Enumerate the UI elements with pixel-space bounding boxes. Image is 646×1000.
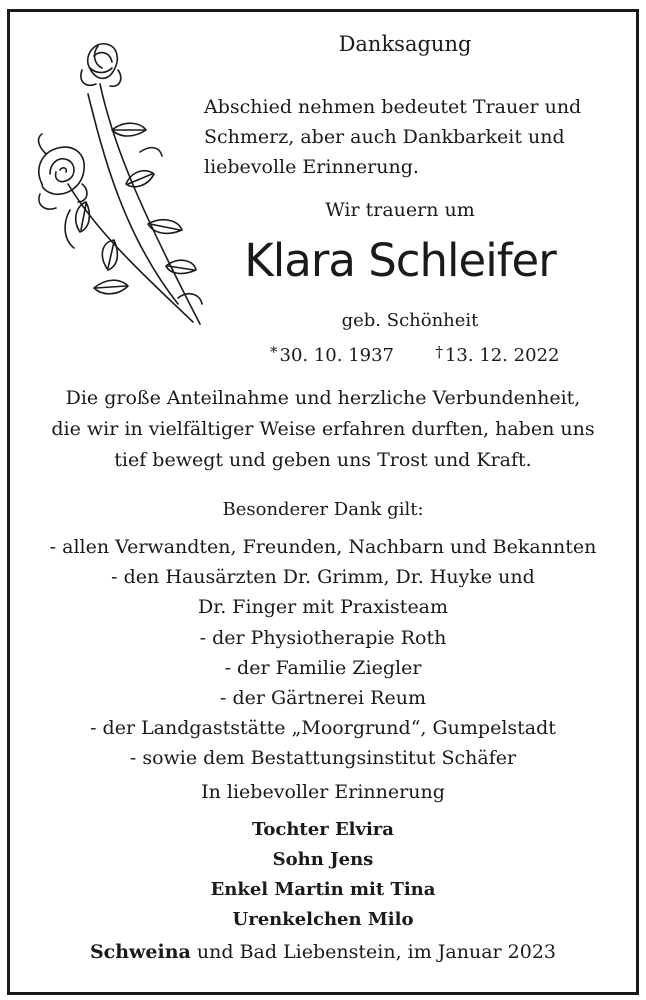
remembrance-line: In liebevoller Erinnerung: [201, 781, 445, 803]
birth-symbol: *: [270, 343, 278, 361]
thanks-item: - den Hausärzten Dr. Grimm, Dr. Huyke und: [111, 566, 535, 589]
intro-text: [204, 92, 581, 182]
thanks-item: - sowie dem Bestattungsinstitut Schäfer: [129, 747, 517, 770]
thanks-item: - der Landgaststätte „Moorgrund“, Gumpelstadt: [90, 717, 556, 740]
place-date-line: [0, 941, 646, 963]
thanks-item: - der Gärtnerei Reum: [220, 687, 426, 710]
gratitude-line: Die große Anteilnahme und herzliche Verbundenheit,: [65, 387, 581, 409]
birth-name: geb. Schönheit: [341, 310, 479, 331]
family-member: Sohn Jens: [272, 849, 374, 870]
intro-line: liebevolle Erinnerung.: [204, 156, 419, 178]
death-symbol: †: [435, 343, 443, 361]
place-rest: und Bad Liebenstein, im Januar 2023: [190, 941, 557, 963]
family-member: Tochter Elvira: [252, 819, 394, 840]
family-member: Urenkelchen Milo: [232, 909, 414, 930]
gratitude-line: tief bewegt und geben uns Trost und Kraft.: [114, 449, 532, 471]
notice-heading: Danksagung: [338, 32, 472, 56]
thanks-item: - allen Verwandten, Freunden, Nachbarn und Bekannten: [49, 536, 597, 558]
thanks-item: Dr. Finger mit Praxisteam: [197, 596, 449, 619]
gratitude-line: die wir in vielfältiger Weise erfahren durften, haben uns: [51, 418, 595, 440]
deceased-name: Klara Schleifer: [244, 234, 556, 287]
place-name: Schweina: [89, 941, 191, 963]
rose-drawing-icon: [28, 34, 206, 334]
birth-date: 30. 10. 1937: [279, 345, 395, 366]
life-dates: [270, 343, 560, 366]
mourning-line: Wir trauern um: [325, 199, 475, 221]
death-date: 13. 12. 2022: [444, 345, 560, 366]
gratitude-paragraph: [0, 383, 646, 476]
intro-line: Abschied nehmen bedeutet Trauer und: [204, 96, 582, 118]
family-list: [0, 815, 646, 935]
special-thanks-list: [0, 532, 646, 774]
thanks-item: - der Physiotherapie Roth: [199, 626, 447, 649]
special-thanks-heading: Besonderer Dank gilt:: [222, 499, 424, 520]
intro-line: Schmerz, aber auch Dankbarkeit und: [204, 126, 565, 148]
family-member: Enkel Martin mit Tina: [210, 879, 436, 900]
thanks-item: - der Familie Ziegler: [224, 656, 422, 679]
